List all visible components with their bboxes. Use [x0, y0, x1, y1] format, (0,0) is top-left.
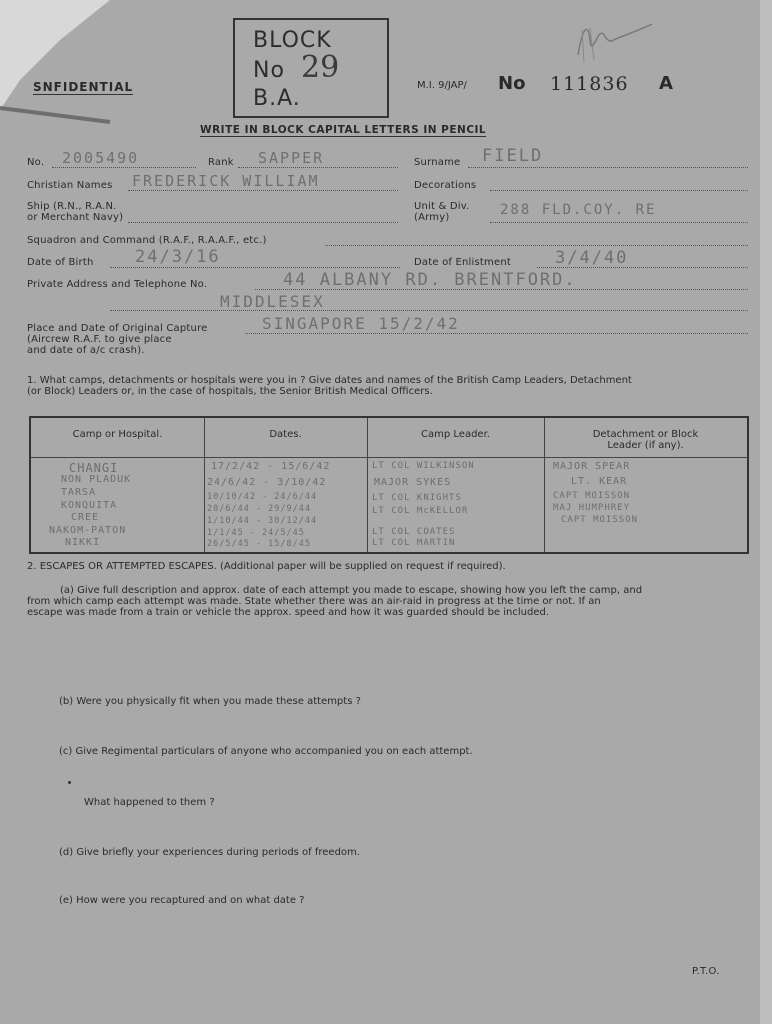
service-no-label: No. [27, 157, 45, 168]
christian-names-label: Christian Names [27, 180, 113, 191]
leader-entry: MAJOR SYKES [374, 477, 452, 488]
camp-entry: CREE [71, 512, 100, 523]
address-value-line2: MIDDLESEX [220, 292, 325, 311]
service-no-value: 2005490 [62, 149, 140, 167]
question-2a-line3: escape was made from a train or vehicle the approx. speed and how it was guarded should be included. [27, 607, 550, 618]
question-2d: (d) Give briefly your experiences during periods of freedom. [59, 847, 360, 858]
camp-entry: NAKOM-PATON [49, 525, 127, 536]
camp-entry: CHANGI [69, 461, 119, 475]
detachment-entry: MAJ HUMPHREY [553, 503, 631, 513]
detachment-entry: CAPT MOISSON [553, 491, 631, 501]
surname-value: FIELD [482, 146, 544, 166]
stamp-ba: B.A. [253, 86, 301, 111]
camp-entry: KONQUITA [61, 500, 118, 511]
rank-label: Rank [208, 157, 234, 168]
capture-value: SINGAPORE 15/2/42 [262, 314, 460, 333]
question-2-heading: 2. ESCAPES OR ATTEMPTED ESCAPES. (Additional paper will be supplied on request if required). [27, 561, 506, 572]
capture-label-3: and date of a/c crash). [27, 345, 145, 356]
dates-entry: 1/1/45 - 24/5/45 [207, 528, 305, 538]
detachment-entry: LT. KEAR [571, 476, 628, 487]
camps-table [29, 416, 749, 554]
block-stamp [233, 18, 389, 118]
camp-entry: NON PLADUK [61, 474, 132, 485]
dates-entry: 1/10/44 - 30/12/44 [207, 516, 318, 526]
leader-entry: LT COL McKELLOR [372, 506, 469, 516]
header-detachment-1: Detachment or Block [592, 429, 699, 440]
dates-entry: 26/5/45 - 15/8/45 [207, 539, 311, 549]
stamp-no: No [253, 58, 285, 83]
question-2c: (c) Give Regimental particulars of anyone who accompanied you on each attempt. [59, 746, 473, 757]
stamp-block: BLOCK [253, 28, 332, 53]
address-label: Private Address and Telephone No. [27, 279, 208, 290]
serial-no-label: No [498, 73, 526, 94]
pto-label: P.T.O. [692, 966, 720, 977]
ship-label-1: Ship (R.N., R.A.N. [27, 201, 117, 212]
surname-label: Surname [414, 157, 461, 168]
question-1-line1: 1. What camps, detachments or hospitals were you in ? Give dates and names of the British Camp Leaders, Detachment [27, 375, 632, 386]
serial-number: 111836 [550, 73, 629, 95]
unit-label-1: Unit & Div. [414, 201, 470, 212]
leader-entry: LT COL WILKINSON [372, 461, 475, 471]
stamp-handwritten-number: 29 [301, 50, 340, 85]
page-edge [760, 0, 772, 1024]
enlistment-label: Date of Enlistment [414, 257, 511, 268]
question-2e: (e) How were you recaptured and on what date ? [59, 895, 305, 906]
signature-mark [570, 10, 660, 70]
question-1-line2: (or Block) Leaders or, in the case of hospitals, the Senior British Medical Officers. [27, 386, 433, 397]
dob-label: Date of Birth [27, 257, 94, 268]
serial-suffix: A [659, 73, 673, 94]
question-2a-line1: (a) Give full description and approx. date of each attempt you made to escape, showing how you left the camp, and [60, 585, 643, 596]
dates-entry: 10/10/42 - 24/6/44 [207, 492, 318, 502]
bullet-mark [68, 781, 71, 784]
camp-entry: TARSA [61, 487, 97, 498]
address-value-line1: 44 ALBANY RD. BRENTFORD. [283, 270, 577, 290]
form-instruction: WRITE IN BLOCK CAPITAL LETTERS IN PENCIL [200, 124, 487, 136]
capture-label-1: Place and Date of Original Capture [27, 323, 208, 334]
question-2c-followup: What happened to them ? [84, 797, 215, 808]
detachment-entry: MAJOR SPEAR [553, 461, 631, 472]
dates-entry: 17/2/42 - 15/6/42 [211, 461, 331, 472]
leader-entry: LT COL KNIGHTS [372, 493, 462, 503]
christian-names-value: FREDERICK WILLIAM [132, 172, 320, 190]
dob-value: 24/3/16 [135, 247, 221, 267]
header-camp-leader: Camp Leader. [421, 429, 490, 440]
question-2a-line2: from which camp each attempt was made. State whether there was an air-raid in progress at the time or not. If an [27, 596, 601, 607]
squadron-label: Squadron and Command (R.A.F., R.A.A.F., etc.) [27, 235, 267, 246]
header-camp: Camp or Hospital. [72, 429, 163, 440]
enlistment-value: 3/4/40 [555, 248, 629, 268]
ship-label-2: or Merchant Navy) [27, 212, 124, 223]
leader-entry: LT COL MARTIN [372, 538, 456, 548]
dates-entry: 28/6/44 - 29/9/44 [207, 504, 311, 514]
torn-corner [0, 0, 120, 130]
question-2b: (b) Were you physically fit when you made these attempts ? [59, 696, 361, 707]
decorations-label: Decorations [414, 180, 477, 191]
header-dates: Dates. [269, 429, 302, 440]
classification-label: SNFIDENTIAL [33, 80, 134, 94]
camp-entry: NIKKI [65, 537, 101, 548]
header-detachment-2: Leader (if any). [607, 440, 684, 451]
unit-label-2: (Army) [414, 212, 450, 223]
unit-value: 288 FLD.COY. RE [500, 202, 657, 218]
leader-entry: LT COL COATES [372, 527, 456, 537]
rank-value: SAPPER [258, 149, 325, 167]
capture-label-2: (Aircrew R.A.F. to give place [27, 334, 172, 345]
detachment-entry: CAPT MOISSON [561, 515, 639, 525]
dates-entry: 24/6/42 - 3/10/42 [207, 477, 327, 488]
form-reference: M.I. 9/JAP/ [417, 80, 467, 91]
